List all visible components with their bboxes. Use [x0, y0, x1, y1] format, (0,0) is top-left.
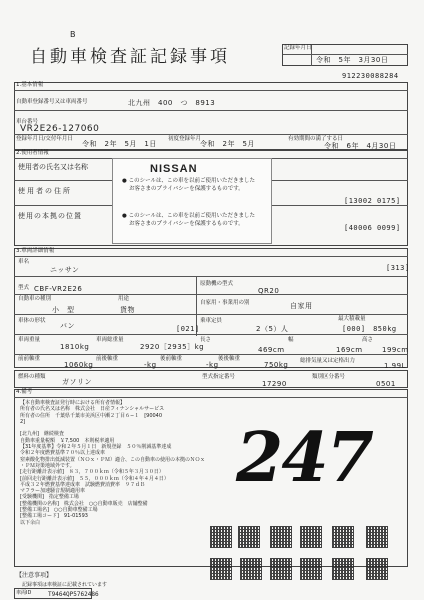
- engine: QR20: [258, 287, 280, 295]
- nissan-logo: NISSAN: [150, 163, 198, 175]
- fr-axle: -kg: [144, 361, 157, 369]
- length: 469cm: [258, 346, 285, 354]
- purpose: 自家用: [290, 302, 313, 310]
- note-line: [前回走行距離計表示値] ５５，０００ｋｍ（令和４年４月４日）: [20, 475, 169, 482]
- user-code-2: [40006 0099]: [344, 224, 401, 232]
- category: 0501: [376, 380, 396, 388]
- note-line: 窒素酸化物排出低減装置（ＮＯｘ・ＰＭ）適合、この自動車の使用の本拠のＮＯｘ: [20, 456, 206, 463]
- rf-axle: -kg: [206, 361, 219, 369]
- height: 199cm: [382, 346, 409, 354]
- rr-axle-label: 後後軸重: [218, 356, 241, 362]
- fuel: ガソリン: [62, 378, 92, 386]
- weight: 1810kg: [60, 343, 90, 351]
- note-line: [整備工場名] ○○自動車整備工場: [20, 507, 98, 514]
- note-line: ・ＰＭ対策地域外です。: [20, 462, 75, 469]
- body-code: [021]: [176, 325, 200, 333]
- fr-axle-label: 前後軸重: [96, 356, 119, 362]
- qr-code-4: [300, 526, 322, 548]
- length-label: 長さ: [200, 337, 212, 343]
- engine-label: 原動機の型式: [200, 281, 234, 287]
- width: 169cm: [336, 346, 363, 354]
- user-name-label: 使用者の氏名又は名称: [18, 163, 88, 171]
- purpose-label: 自家用・事業用の別: [200, 300, 250, 306]
- qr-code-7: [210, 558, 232, 580]
- note-line: 所有者の住所 千葉県千葉市美浜区中瀬２丁目６−１ [90040: [20, 412, 163, 419]
- seal-text-2a: ● このシールは、この車を以前ご使用いただきました: [122, 213, 255, 219]
- fuel-label: 燃料の種類: [18, 374, 46, 380]
- note-line: [北九州] 継続検査: [20, 431, 64, 438]
- note-line: 【本自動車検査証発行時における所有者情報】: [20, 400, 126, 406]
- model: CBF-VR2E26: [34, 285, 83, 293]
- header-mark: B: [70, 30, 76, 39]
- rf-axle-label: 後前軸重: [160, 356, 183, 362]
- weight-label: 車両重量: [18, 337, 41, 343]
- doc-number: 91223008828​4: [342, 72, 399, 80]
- note-line: 令和２年度燃費基準７０％以上達成車: [20, 450, 106, 457]
- page-title: 自動車検査証記録事項: [30, 47, 230, 67]
- seal-text-2b: お客さまのプライバシーを保護するものです。: [129, 221, 244, 227]
- record-date-label: 記録年月日: [284, 45, 312, 51]
- qr-code-12: [366, 558, 388, 580]
- vin: VR2E26-127060: [20, 124, 100, 134]
- note-line: 自動車重量税額 ￥7,500 本則税率適用: [20, 437, 115, 444]
- gross-label: 車両総重量: [96, 337, 124, 343]
- notice-text: 記録事項は車検証に記載されています: [22, 582, 108, 588]
- vehicle-type: 小 型: [52, 306, 75, 314]
- vehicle-section-title: 3.車両詳細情報: [16, 248, 55, 254]
- qr-code-10: [300, 558, 322, 580]
- maker-code: [313]: [386, 264, 410, 272]
- seal-text-1a: ● このシールは、この車を以前ご使用いただきました: [122, 178, 255, 184]
- capacity-label: 乗車定員: [200, 318, 223, 324]
- notice-label: 【注意事項】: [16, 572, 53, 579]
- use-label: 用途: [118, 296, 130, 302]
- capacity: 2（5）人: [256, 325, 289, 333]
- note-line: [整備機関の名称] 株式会社 ○○自動車販売 店舗整備: [20, 500, 148, 507]
- rr-axle: 750kg: [264, 361, 289, 369]
- note-line: [走行距離計表示値] ８３，７００ｋｍ（令和５年３月３０日）: [20, 469, 164, 476]
- note-line: 2]: [20, 418, 26, 425]
- qr-code-1: [210, 526, 232, 548]
- vehicle-type-label: 自動車の種別: [18, 296, 52, 302]
- notes-section-title: 4.備考: [16, 389, 33, 395]
- record-date: 令和 5年 3月30日: [316, 56, 389, 64]
- expiry-date: 令和 6年 4月30日: [324, 142, 397, 150]
- first-reg-short-label: 初度登録年月: [168, 136, 202, 142]
- height-label: 高さ: [362, 337, 374, 343]
- body-label: 車体の形状: [18, 318, 46, 324]
- record-id-label: 車両ID: [16, 590, 32, 596]
- note-line: 【31年度基準】令和２年５月１日 新規登録 ５０％削減基準達成: [20, 444, 172, 451]
- note-line: 平成３２年燃費基準達成車 試験燃費消費率 ９７ｄＢ: [20, 481, 146, 488]
- max-load: [000] 850kg: [342, 325, 397, 333]
- base-location-label: 使用の本拠の位置: [18, 212, 82, 220]
- qr-code-3: [270, 526, 292, 548]
- handwritten-number: 247: [236, 418, 372, 498]
- qr-code-11: [332, 558, 354, 580]
- category-label: 類別区分番号: [312, 374, 346, 380]
- use: 貨物: [120, 306, 135, 314]
- body: バン: [60, 322, 75, 330]
- first-reg-label: 登録年月日/交付年月日: [16, 136, 73, 142]
- model-label: 型式: [18, 285, 30, 291]
- user-address-label: 使用者の住所: [18, 187, 72, 195]
- note-line: 所有者の氏名又は名称 株式会社 日産フィナンシャルサービス: [20, 406, 165, 413]
- type-designation-label: 型式指定番号: [202, 374, 236, 380]
- qr-code-6: [366, 526, 388, 548]
- vin-label: 車台番号: [16, 119, 39, 125]
- record-id: T9464QP5762486: [48, 591, 99, 598]
- displacement: 1.99L: [384, 362, 406, 370]
- qr-code-2: [238, 526, 260, 548]
- qr-code-8: [240, 558, 262, 580]
- note-line: 以下余白: [20, 519, 41, 526]
- note-line: [受験機関] 指定整備工場: [20, 494, 79, 501]
- fw-axle-label: 前前軸重: [18, 356, 41, 362]
- fw-axle: 1060kg: [64, 361, 94, 369]
- type-designation: 17290: [262, 380, 287, 388]
- first-reg-date: 令和 2年 5月 1日: [82, 140, 157, 148]
- qr-code-5: [332, 526, 354, 548]
- max-load-label: 最大積載量: [338, 316, 366, 322]
- note-line: [整備工場コード] 91-01593: [20, 513, 88, 520]
- first-reg-short: 令和 2年 5月: [200, 140, 255, 148]
- expiry-label: 有効期間の満了する日: [288, 136, 344, 142]
- width-label: 幅: [288, 337, 294, 343]
- maker-label: 車名: [18, 259, 30, 265]
- displacement-label: 総排気量又は定格出力: [300, 358, 356, 364]
- seal-text-1b: お客さまのプライバシーを保護するものです。: [129, 186, 244, 192]
- user-code-1: [13002 0175]: [344, 197, 401, 205]
- gross-weight: 2920［2935］kg: [140, 343, 205, 351]
- basic-section-title: 1.基本情報: [16, 82, 44, 88]
- plate-label: 自動車登録番号又は車両番号: [16, 99, 88, 105]
- user-section-title: 2.使用者情報: [16, 150, 49, 156]
- note-line: マフラー加速騒音規制適用車: [20, 488, 86, 495]
- maker: ニッサン: [50, 266, 80, 274]
- qr-code-9: [270, 558, 292, 580]
- plate-number: 北九州 400 つ 8913: [128, 99, 216, 107]
